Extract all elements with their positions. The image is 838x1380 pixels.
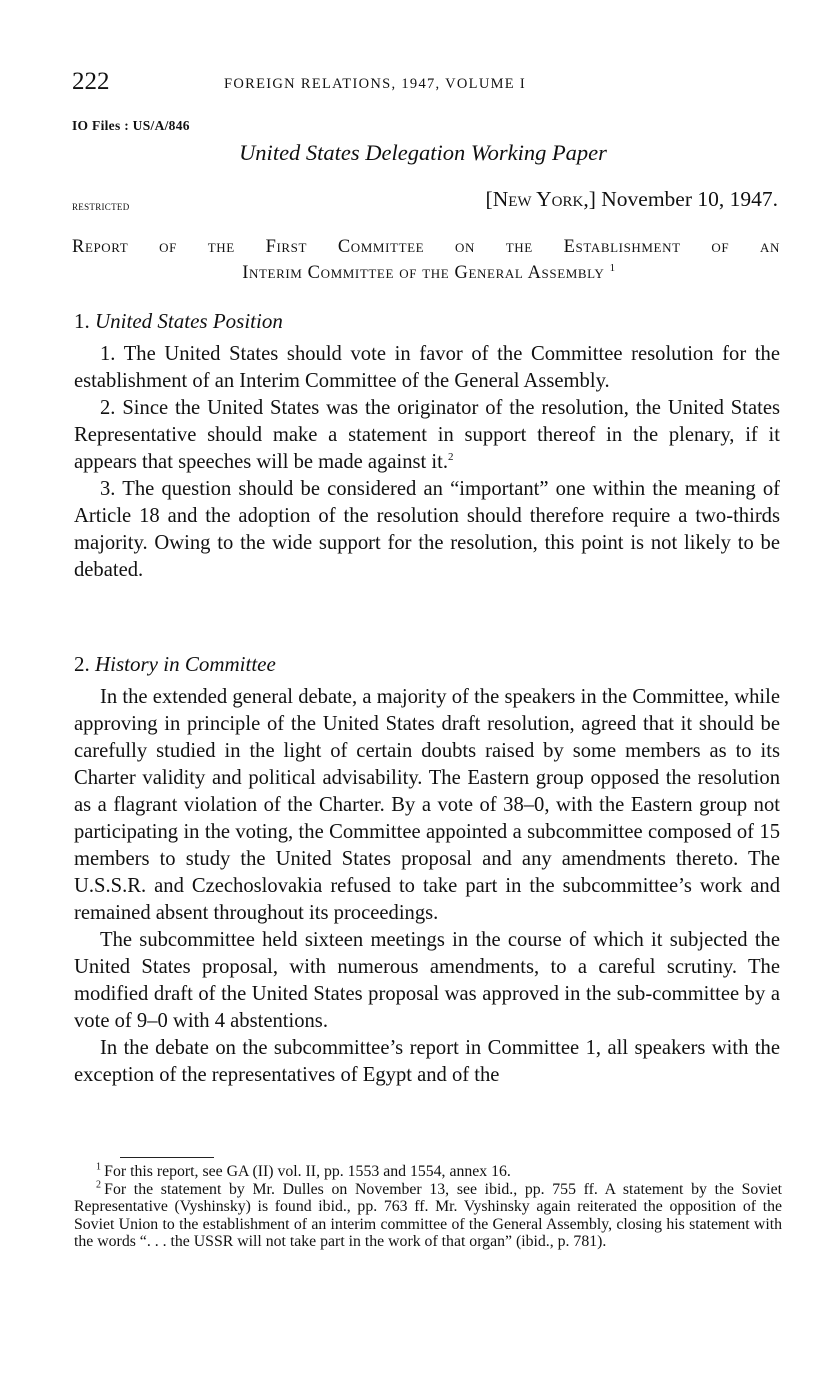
classification-text: restricted <box>72 198 130 213</box>
footnote-mark: 2 <box>96 1179 101 1191</box>
paragraph: In the debate on the subcommittee’s report in Committee 1, all speakers with the exception of the representatives of Egypt and of the <box>74 1037 780 1086</box>
file-reference: IO Files : US/A/846 <box>72 118 190 133</box>
report-title-line-1: Report of the First Committee on the Establishment of an <box>72 237 780 257</box>
footnote <box>74 1163 782 1181</box>
section-heading-2 <box>74 652 276 677</box>
section-heading-1 <box>74 309 283 334</box>
report-title <box>72 234 780 286</box>
paragraph <box>74 395 780 476</box>
footnote <box>74 1181 782 1251</box>
footnote-text: For this report, see GA (II) vol. II, pp. 1553 and 1554, annex 16. <box>104 1163 511 1180</box>
section-1-body <box>74 341 780 584</box>
report-title-line-2 <box>72 260 780 286</box>
footnote-mark: 1 <box>96 1161 101 1173</box>
footnote-ref-2: 2 <box>448 451 454 464</box>
place: [New York,] <box>485 187 596 211</box>
section-1-number: 1. <box>74 309 90 333</box>
footnote-divider <box>120 1157 214 1158</box>
page-number: 222 <box>72 68 110 95</box>
footnotes <box>74 1163 782 1251</box>
place-date <box>486 187 778 212</box>
section-2-body <box>74 684 780 1089</box>
report-title-line-2-text: Interim Committee of the General Assembly <box>242 263 605 283</box>
document-heading: United States Delegation Working Paper <box>239 140 607 165</box>
footnote-text: For the statement by Mr. Dulles on November 13, see ibid., pp. 755 ff. A statement by the Soviet Representative (Vyshinsky) is found ibid., pp. 763 ff. Mr. Vyshinsky again reiterated the opposition of the Soviet Union to the establishment of an interim committee of the General Assembly, closing his statement with the words “. . . the USSR will not take part in the work of that organ” (ibid., p. 781). <box>74 1180 782 1250</box>
section-1-title: United States Position <box>95 309 283 333</box>
paragraph: 3. The question should be considered an “important” one within the meaning of Article 18 and the adoption of the resolution should therefore require a two-thirds majority. Owing to the wide support for the resolution, this point is not likely to be debated. <box>74 478 780 581</box>
paragraph: In the extended general debate, a majority of the speakers in the Committee, while approving in principle of the United States draft resolution, agreed that it should be carefully studied in the light of certain doubts raised by some members as to its Charter validity and political advisability. The Eastern group opposed the resolution as a flagrant violation of the Charter. By a vote of 38–0, with the Eastern group not participating in the voting, the Committee appointed a subcommittee composed of 15 members to study the United States proposal and any amendments thereto. The U.S.S.R. and Czechoslovakia refused to take part in the subcommittee’s work and remained absent throughout its proceedings. <box>74 686 780 924</box>
paragraph: The subcommittee held sixteen meetings in the course of which it subjected the United States proposal, with numerous amendments, to a careful scrutiny. The modified draft of the United States proposal was approved in the sub-committee by a vote of 9–0 with 4 abstentions. <box>74 929 780 1032</box>
classification-marking <box>72 198 130 214</box>
footnote-ref-1: 1 <box>609 261 616 274</box>
paragraph: 1. The United States should vote in favor of the Committee resolution for the establishment of an Interim Committee of the General Assembly. <box>74 343 780 392</box>
section-2-title: History in Committee <box>95 652 276 676</box>
running-head <box>72 68 782 98</box>
date: November 10, 1947. <box>601 187 778 211</box>
paragraph-text: 2. Since the United States was the originator of the resolution, the United States Representative should make a statement in support thereof in the plenary, if it appears that speeches will be made against it. <box>74 397 780 473</box>
running-title: FOREIGN RELATIONS, 1947, VOLUME I <box>224 76 527 92</box>
section-2-number: 2. <box>74 652 90 676</box>
